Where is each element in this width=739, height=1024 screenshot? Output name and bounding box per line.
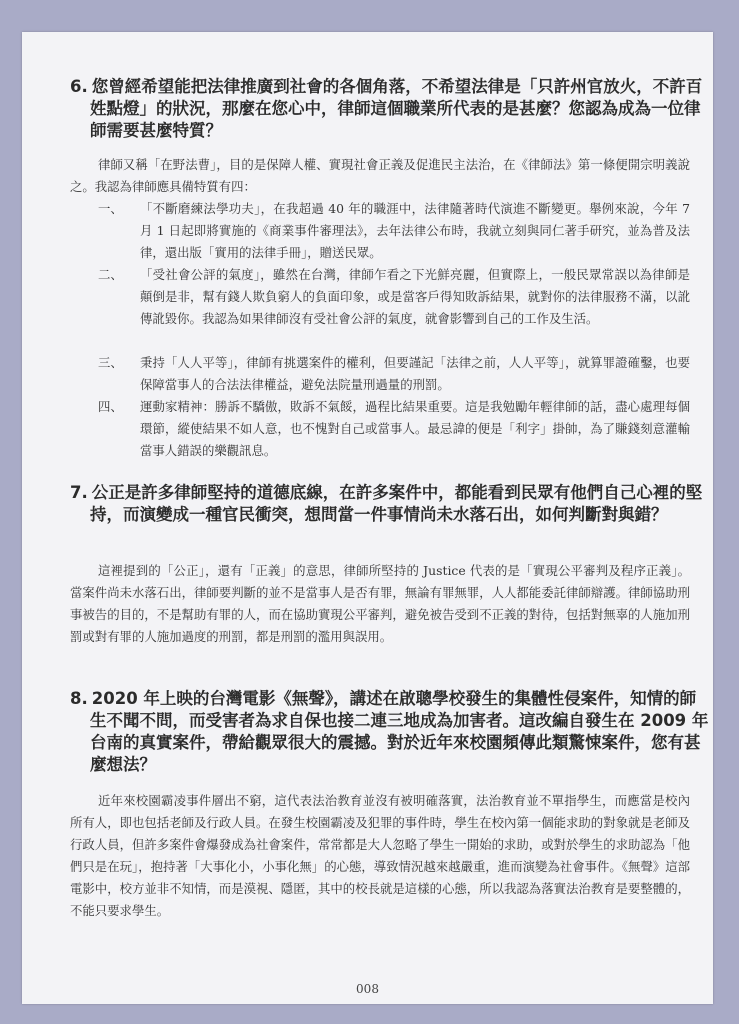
answer-6-item-2 <box>70 264 690 330</box>
answer-6-item-4 <box>70 396 690 462</box>
question-7-heading <box>70 482 710 526</box>
item-text: 運動家精神：勝訴不驕傲，敗訴不氣餒，過程比結果重要。這是我勉勵年輕律師的話，盡心處理每個環節，縱使結果不如人意，也不愧對自己或當事人。最忌諱的便是「利字」掛帥，為了賺錢刻意灌輸當事人錯誤的樂觀訊息。 <box>140 399 690 458</box>
question-number: 6. <box>70 77 88 96</box>
answer-6-item-3 <box>70 352 690 396</box>
item-text: 秉持「人人平等」，律師有挑選案件的權利，但要謹記「法律之前，人人平等」，就算罪證確鑿，也要保障當事人的合法法律權益，避免法院量刑過量的刑罰。 <box>140 355 690 392</box>
question-text: 您曾經希望能把法律推廣到社會的各個角落，不希望法律是「只許州官放火，不許百姓點燈」的狀況，那麼在您心中，律師這個職業所代表的是甚麼？您認為成為一位律師需要甚麼特質？ <box>90 77 703 140</box>
item-text: 「受社會公評的氣度」，雖然在台灣，律師乍看之下光鮮亮麗，但實際上，一般民眾常誤以為律師是顛倒是非，幫有錢人欺負窮人的負面印象，或是當客戶得知敗訴結果，就對你的法律服務不滿，以訛傳訛毀你。我認為如果律師沒有受社會公評的氣度，就會影響到自己的工作及生活。 <box>140 267 690 326</box>
question-6-heading <box>70 76 710 142</box>
item-marker: 四、 <box>98 399 123 414</box>
question-number: 8. <box>70 689 88 708</box>
question-text: 2020 年上映的台灣電影《無聲》，講述在啟聰學校發生的集體性侵案件，知情的師生不聞不問，而受害者為求自保也接二連三地成為加害者。這改編自發生在 2009 年台南的真實案件，帶給觀眾很大的震撼。對於近年來校園頻傳此類驚悚案件，您有甚麼想法？ <box>90 689 709 774</box>
item-marker: 二、 <box>98 267 123 282</box>
item-marker: 一、 <box>98 201 123 216</box>
question-number: 7. <box>70 483 88 502</box>
document-page <box>22 32 713 1004</box>
answer-6-intro: 律師又稱「在野法曹」，目的是保障人權、實現社會正義及促進民主法治，在《律師法》第一條便開宗明義說之。我認為律師應具備特質有四： <box>70 157 690 194</box>
answer-6-item-1 <box>70 198 690 264</box>
answer-8: 近年來校園霸凌事件層出不窮，這代表法治教育並沒有被明確落實，法治教育並不單指學生，而應當是校內所有人，即也包括老師及行政人員。在發生校園霸凌及犯罪的事件時，學生在校內第一個能求助的對象就是老師及行政人員，但許多案件會爆發成為社會案件，常常都是大人忽略了學生一開始的求助，或對於學生的求助認為「他們只是在玩」，抱持著「大事化小，小事化無」的心態，導致情況越來越嚴重，進而演變為社會事件。《無聲》這部電影中，校方並非不知情，而是漠視、隱匿，其中的校長就是這樣的心態，所以我認為落實法治教育是要整體的，不能只要求學生。 <box>70 793 690 918</box>
item-marker: 三、 <box>98 355 123 370</box>
question-text: 公正是許多律師堅持的道德底線，在許多案件中，都能看到民眾有他們自己心裡的堅持，而演變成一種官民衝突，想問當一件事情尚未水落石出，如何判斷對與錯？ <box>90 483 703 524</box>
item-text: 「不斷磨練法學功夫」，在我超過 40 年的職涯中，法律隨著時代演進不斷變更。舉例來說，今年 7 月 1 日起即將實施的《商業事件審理法》，去年法律公布時，我就立刻與同仁著手研究，並為普及法律，還出版「實用的法律手冊」，贈送民眾。 <box>140 201 690 260</box>
question-8-heading <box>70 688 710 776</box>
page-number: 008 <box>356 982 379 996</box>
answer-7: 這裡提到的「公正」，還有「正義」的意思，律師所堅持的 Justice 代表的是「實現公平審判及程序正義」。當案件尚未水落石出，律師要判斷的並不是當事人是否有罪，無論有罪無罪，人人都能委託律師辯護。律師協助刑事被告的目的，不是幫助有罪的人，而在協助實現公平審判，避免被告受到不正義的對待，包括對無辜的人施加刑罰或對有罪的人施加過度的刑罰，都是刑罰的濫用與誤用。 <box>70 563 690 644</box>
